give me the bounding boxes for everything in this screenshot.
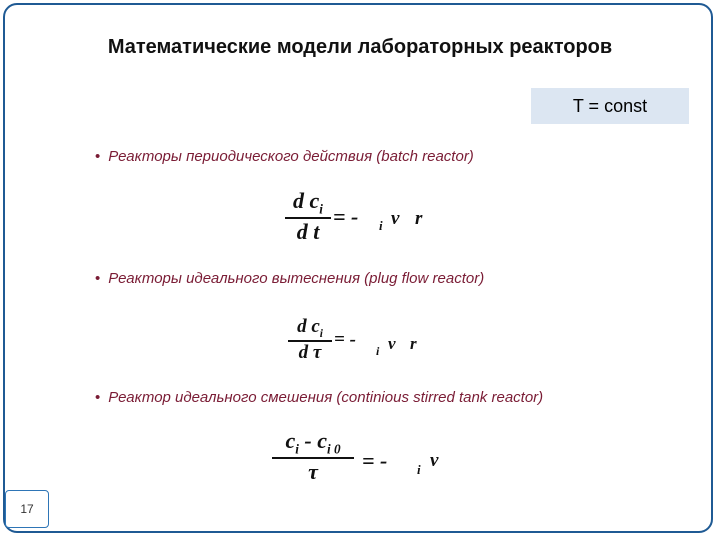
bullet-text: Реактор идеального смешения (continious stirred tank reactor) (108, 389, 544, 406)
equation-batch (285, 188, 445, 252)
numerator-subscript-i0: i 0 (326, 441, 341, 457)
bullet-batch-reactor (95, 148, 474, 165)
numerator-subscript-i: i (295, 441, 299, 457)
numerator-subscript: i (319, 201, 323, 217)
rhs-v: v (430, 450, 439, 471)
rhs-subscript: i (376, 344, 380, 358)
bullet-dot: • (95, 148, 101, 165)
equals-minus: = - (334, 329, 356, 350)
fraction (272, 428, 354, 485)
rhs-r: r (415, 208, 423, 229)
bullet-plug-flow-reactor (95, 270, 484, 287)
numerator: d c (297, 316, 320, 337)
denominator: d τ (298, 341, 322, 363)
page-number: 17 (5, 490, 49, 528)
numerator: d c (293, 188, 320, 213)
rhs-v: v (391, 208, 400, 229)
rhs-v: v (388, 334, 396, 353)
fraction (288, 316, 332, 364)
slide-title: Математические модели лабораторных реакторов (107, 36, 613, 58)
bullet-text: Реакторы периодического действия (batch reactor) (108, 148, 474, 165)
equals-minus: = - (333, 204, 359, 229)
condition-badge: T = const (531, 88, 689, 124)
rhs-subscript: i (379, 218, 383, 233)
denominator: τ (308, 459, 318, 485)
denominator: d t (296, 219, 320, 245)
bullet-dot: • (95, 389, 101, 406)
equation-cstr (272, 428, 452, 494)
bullet-text: Реакторы идеального вытеснения (plug flow reactor) (108, 270, 485, 287)
rhs-subscript: i (417, 462, 421, 477)
fraction (285, 188, 331, 245)
equals-minus: = - (362, 448, 388, 473)
rhs-r: r (410, 334, 417, 353)
numerator-c: c (285, 428, 296, 453)
equation-plug-flow (288, 316, 438, 374)
numerator-minus-c: - c (304, 428, 327, 453)
bullet-cstr (95, 389, 543, 406)
bullet-dot: • (95, 270, 101, 287)
numerator-subscript: i (319, 327, 323, 340)
